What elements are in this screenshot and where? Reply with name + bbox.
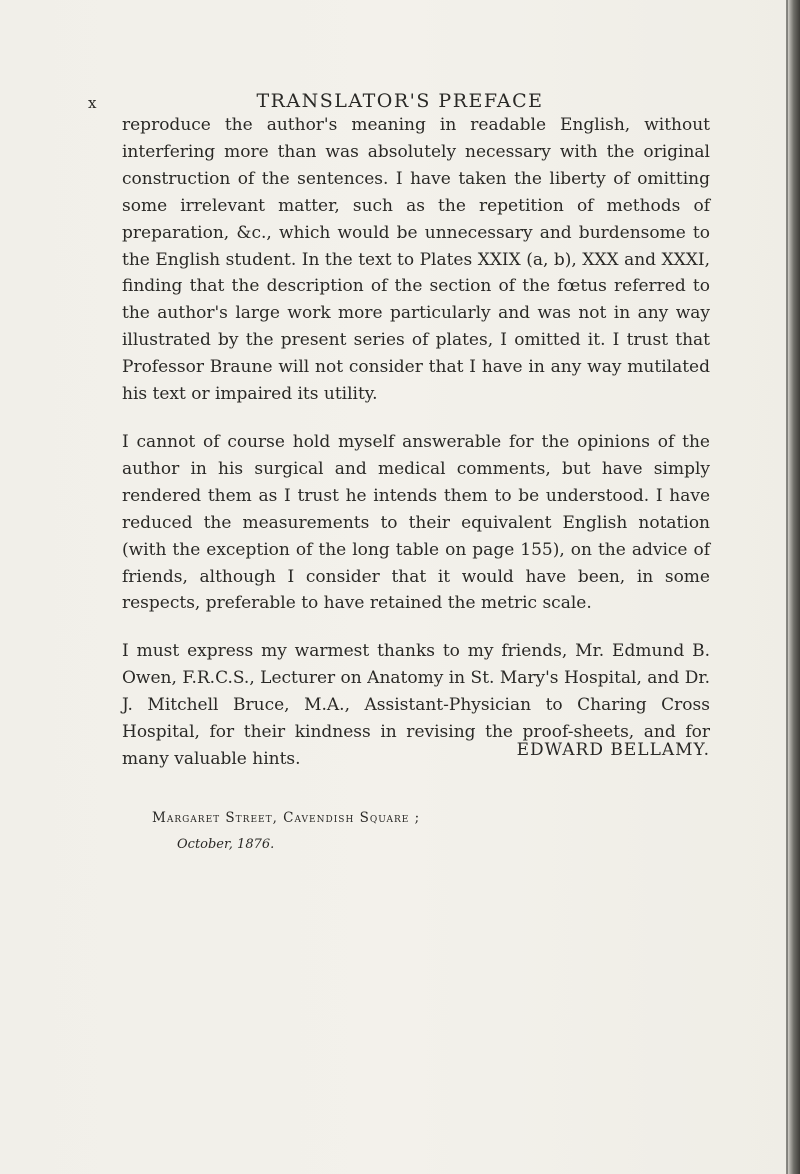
paragraph: I must express my warmest thanks to my friends, Mr. Edmund B. Owen, F.R.C.S., Lecturer on Anatomy in St. Mary's Hospital, and Dr. J. Mitchell Bruce, M.A., Assistant-Physician to Charing Cross Hospital, for their kindness in revising the proof-sheets, and for many valuable hints.	[122, 641, 710, 769]
binding-line	[786, 0, 788, 1174]
paragraph: I cannot of course hold myself answerable for the opinions of the author in his surgical and medical comments, but have simply rendered them as I trust he intends them to be understood. I have reduced the measurements to their equivalent English notation (with the exception of the long table on page 155), on the advice of friends, although I consider that it would have been, in some respects, preferable to have retained the metric scale.	[122, 431, 710, 614]
paragraph: reproduce the author's meaning in readable English, without interfering more than was absolutely necessary with the original construction of the sentences. I have taken the liberty of omitting some irrelevant matter, such as the repetition of methods of preparation, &c., which would be unnecessary and burdensome to the English student. In the text to Plates XXIX (a, b), XXX and XXXI, finding that the description of the section of the fœtus referred to the author's large work more particularly and was not in any way illustrated by the present series of plates, I omitted it. I trust that Professor Braune will not consider that I have in any way mutilated his text or impaired its utility.	[122, 115, 710, 405]
running-title: TRANSLATOR'S PREFACE	[256, 90, 544, 112]
page-edge-shadow	[786, 0, 800, 1174]
date-line: October, 1876.	[177, 837, 275, 852]
preface-body	[122, 112, 710, 794]
address-line: Margaret Street, Cavendish Square ;	[152, 810, 421, 826]
page-number: x	[88, 94, 97, 112]
translator-signature: EDWARD BELLAMY.	[516, 740, 710, 760]
